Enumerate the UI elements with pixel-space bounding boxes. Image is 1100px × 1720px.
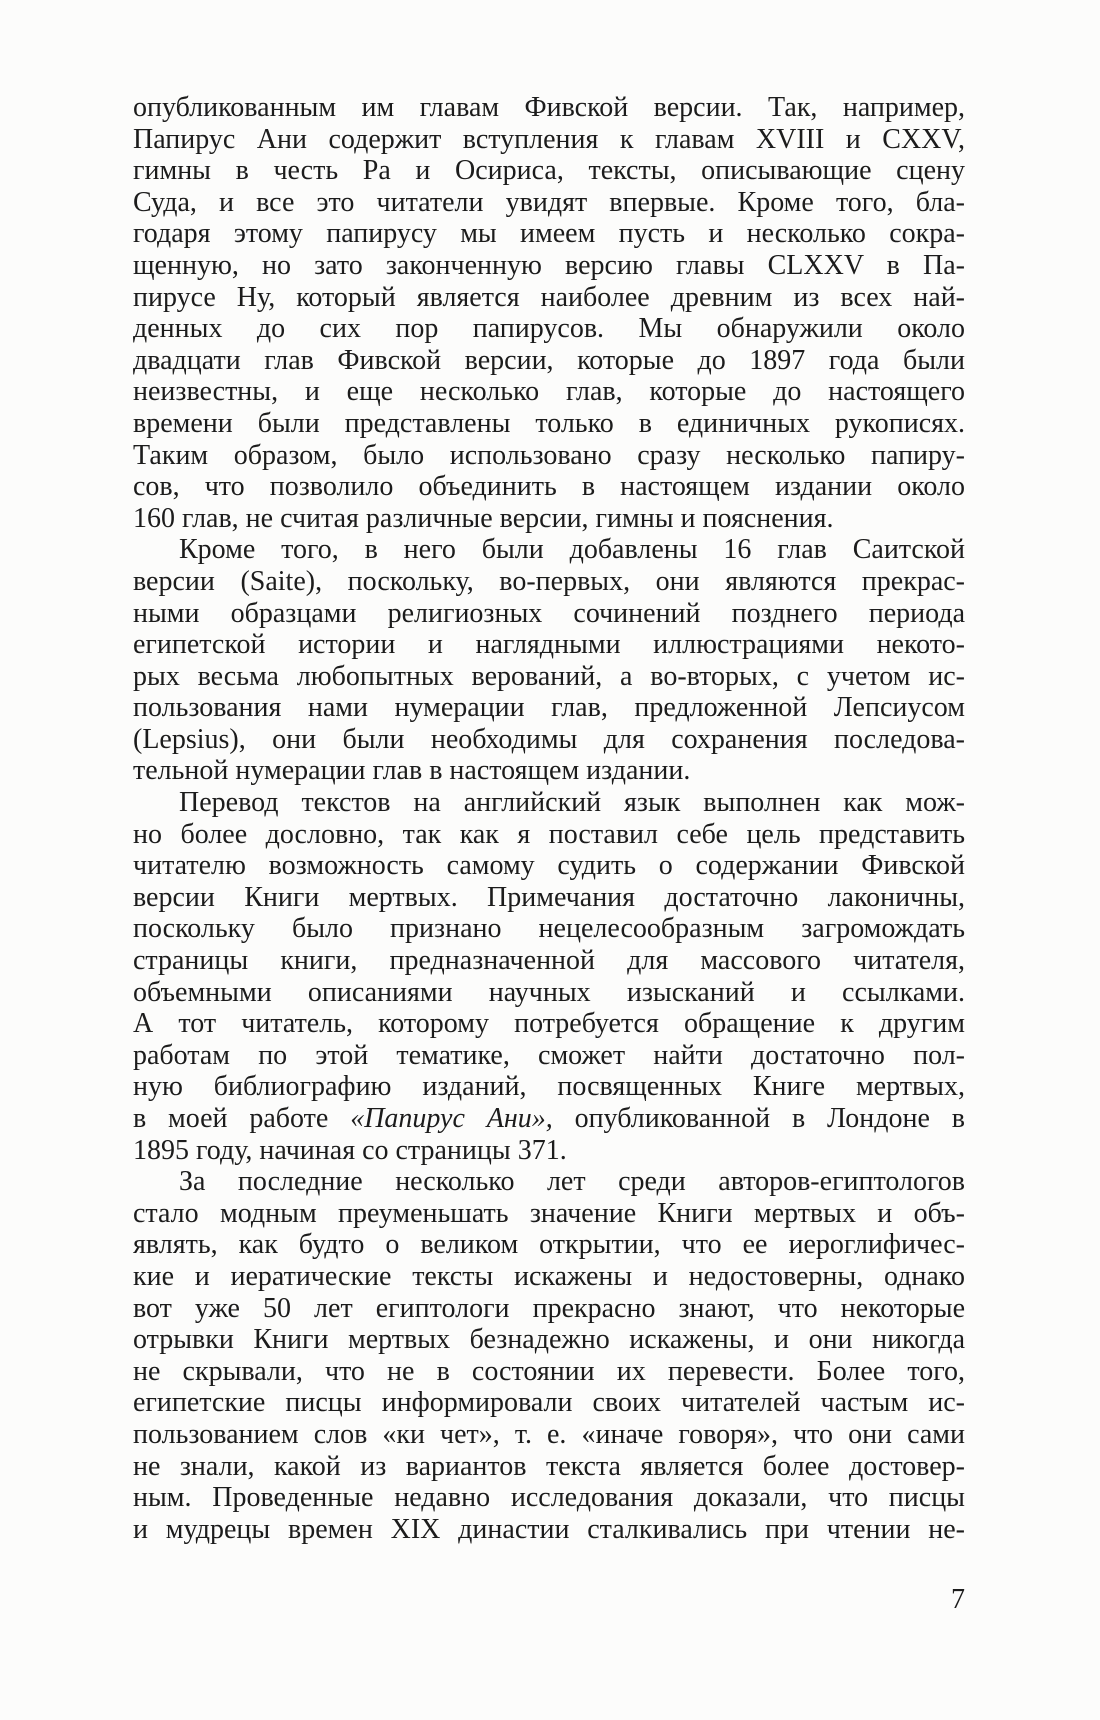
text-line: Папирус Ани содержит вступления к главам XVIII и CXXV, <box>133 123 965 155</box>
text-line: годаря этому папирусу мы имеем пусть и несколько сокра- <box>133 218 965 250</box>
text-line: страницы книги, предназначенной для массового читателя, <box>133 945 965 977</box>
text-line: Суда, и все это читатели увидят впервые. Кроме того, бла- <box>133 186 965 218</box>
text-line: гимны в честь Ра и Осириса, тексты, описывающие сцену <box>133 155 965 187</box>
text-line: Таким образом, было использовано сразу несколько папиру- <box>133 439 965 471</box>
text-line: пользованием слов «ки чет», т. е. «иначе говоря», что они сами <box>133 1418 965 1450</box>
text-line: египетские писцы информировали своих читателей частым ис- <box>133 1387 965 1419</box>
text-line: ную библиографию изданий, посвященных Книге мертвых, <box>133 1071 965 1103</box>
text-line: тельной нумерации глав в настоящем издании. <box>133 755 691 787</box>
text-line <box>133 1103 965 1135</box>
text-line: стало модным преуменьшать значение Книги мертвых и объ- <box>133 1197 965 1229</box>
text-line: и мудрецы времен XIX династии сталкивались при чтении не- <box>133 1513 965 1545</box>
text-line: работам по этой тематике, сможет найти достаточно пол- <box>133 1039 965 1071</box>
text-line: А тот читатель, которому потребуется обращение к другим <box>133 1008 965 1040</box>
text-line: ными образцами религиозных сочинений позднего периода <box>133 597 965 629</box>
text-line: читателю возможность самому судить о содержании Фивской <box>133 850 965 882</box>
text-line: вот уже 50 лет египтологи прекрасно знают, что некоторые <box>133 1292 965 1324</box>
text-line: ным. Проведенные недавно исследования доказали, что писцы <box>133 1482 965 1514</box>
body-text <box>133 92 965 1545</box>
text-line: являть, как будто о великом открытии, что ее иероглифичес- <box>133 1229 965 1261</box>
page-number: 7 <box>951 1584 965 1615</box>
text-line: пирусе Ну, который является наиболее древним из всех най- <box>133 281 965 313</box>
text-line: поскольку было признано нецелесообразным загромождать <box>133 913 965 945</box>
text-line: пользования нами нумерации глав, предложенной Лепсиусом <box>133 692 965 724</box>
text-line: Кроме того, в него были добавлены 16 глав Саитской <box>179 534 965 566</box>
text-line: щенную, но зато законченную версию главы CLXXV в Па- <box>133 249 965 281</box>
text-line: не скрывали, что не в состоянии их перевести. Более того, <box>133 1355 965 1387</box>
text-line: объемными описаниями научных изысканий и ссылками. <box>133 976 965 1008</box>
text-line: но более дословно, так как я поставил себе цель представить <box>133 818 965 850</box>
text-line: За последние несколько лет среди авторов-египтологов <box>179 1166 965 1198</box>
text-line: 160 глав, не считая различные версии, гимны и пояснения. <box>133 502 834 534</box>
italic-text-segment: «Папирус Ани», <box>350 1103 553 1134</box>
text-line: кие и иератические тексты искажены и недостоверны, однако <box>133 1260 965 1292</box>
text-line: опубликованным им главам Фивской версии. Так, например, <box>133 92 965 123</box>
text-line: 1895 году, начиная со страницы 371. <box>133 1134 567 1166</box>
text-line: денных до сих пор папирусов. Мы обнаружили около <box>133 313 965 345</box>
text-line: неизвестны, и еще несколько глав, которые до настоящего <box>133 376 965 408</box>
text-line: двадцати глав Фивской версии, которые до 1897 года были <box>133 344 965 376</box>
text-line: сов, что позволило объединить в настоящем издании около <box>133 471 965 503</box>
text-line: версии (Saite), поскольку, во-первых, они являются прекрас- <box>133 565 965 597</box>
text-segment: в моей работе <box>133 1103 351 1134</box>
text-line: версии Книги мертвых. Примечания достаточно лаконичны, <box>133 881 965 913</box>
text-line: рых весьма любопытных верований, а во-вторых, с учетом ис- <box>133 660 965 692</box>
text-line: (Lepsius), они были необходимы для сохранения последова- <box>133 723 965 755</box>
text-line: времени были представлены только в единичных рукописях. <box>133 407 965 439</box>
text-line: не знали, какой из вариантов текста является более достовер- <box>133 1450 965 1482</box>
text-line: Перевод текстов на английский язык выполнен как мож- <box>179 787 965 819</box>
text-line: отрывки Книги мертвых безнадежно искажены, и они никогда <box>133 1324 965 1356</box>
text-line: египетской истории и наглядными иллюстрациями некото- <box>133 629 965 661</box>
text-segment: опубликованной в Лондоне в <box>552 1103 965 1134</box>
